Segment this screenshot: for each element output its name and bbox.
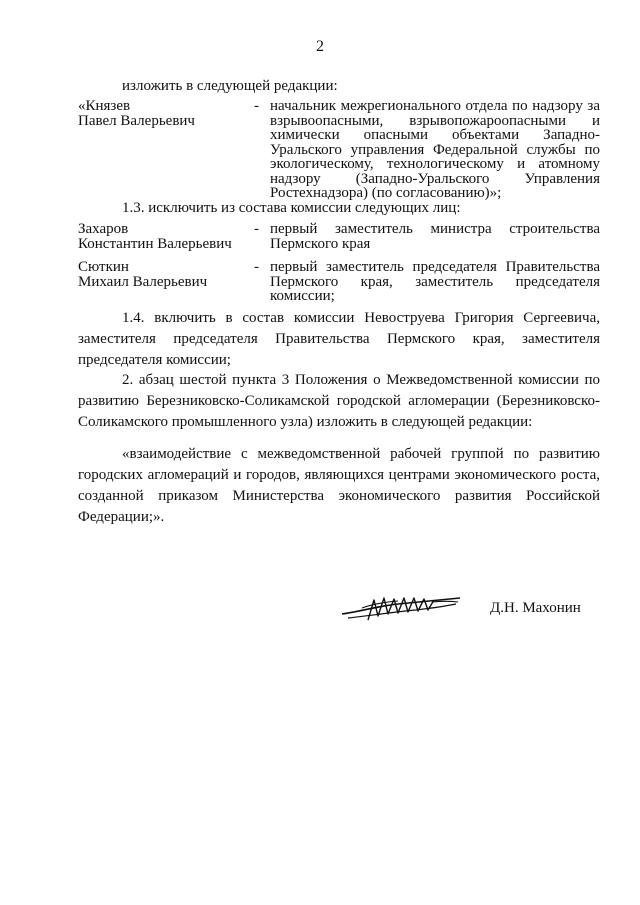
entry-name	[78, 222, 258, 251]
intro-text: изложить в следующей редакции:	[122, 78, 338, 94]
entry-name-line2: Павел Валерьевич	[78, 112, 195, 129]
item-1-4: 1.4. включить в состав комиссии Невоструева Григория Сергеевича, заместителя председателя Правительства Пермского края, заместителя председателя комиссии;	[78, 310, 600, 368]
signature-row	[0, 592, 640, 632]
entry-name	[78, 260, 258, 289]
item-2: 2. абзац шестой пункта 3 Положения о Межведомственной комиссии по развитию Березниковско-Соликамской городской агломерации (Березниковско-Соликамского промышленного узла) изложить в следующей редакции:	[78, 372, 600, 430]
entry-name-line1: Сюткин	[78, 259, 129, 275]
entry-role: первый заместитель министра строительства Пермского края	[270, 221, 600, 252]
entry-dash: -	[254, 221, 259, 237]
entry-name-line2: Михаил Валерьевич	[78, 273, 208, 290]
quote-text: «взаимодействие с межведомственной рабочей группой по развитию городских агломераций и городов, являющихся центрами экономического роста, созданной приказом Министерства экономического развития Российской Федерации;».	[78, 446, 600, 525]
entry-dash: -	[254, 259, 259, 275]
entry-name-line1: «Князев	[78, 98, 131, 114]
page-number: 2	[316, 38, 324, 55]
entry-name-line2: Константин Валерьевич	[78, 235, 232, 252]
handwritten-signature	[338, 592, 464, 624]
entry-dash: -	[254, 98, 259, 114]
entry-name	[78, 99, 258, 128]
signer-name: Д.Н. Махонин	[490, 600, 581, 616]
item-1-3: 1.3. исключить из состава комиссии следующих лиц:	[122, 200, 461, 216]
entry-name-line1: Захаров	[78, 221, 129, 237]
entry-role: первый заместитель председателя Правительства Пермского края, заместитель председателя комиссии;	[270, 259, 600, 304]
entry-role: начальник межрегионального отдела по надзору за взрывоопасными, взрывопожароопасными и химически опасными объектами Западно-Уральского управления Федеральной службы по экологическому, технологическому и атомному надзору (Западно-Уральского Управления Ростехнадзора) (по согласованию)»;	[270, 98, 600, 201]
